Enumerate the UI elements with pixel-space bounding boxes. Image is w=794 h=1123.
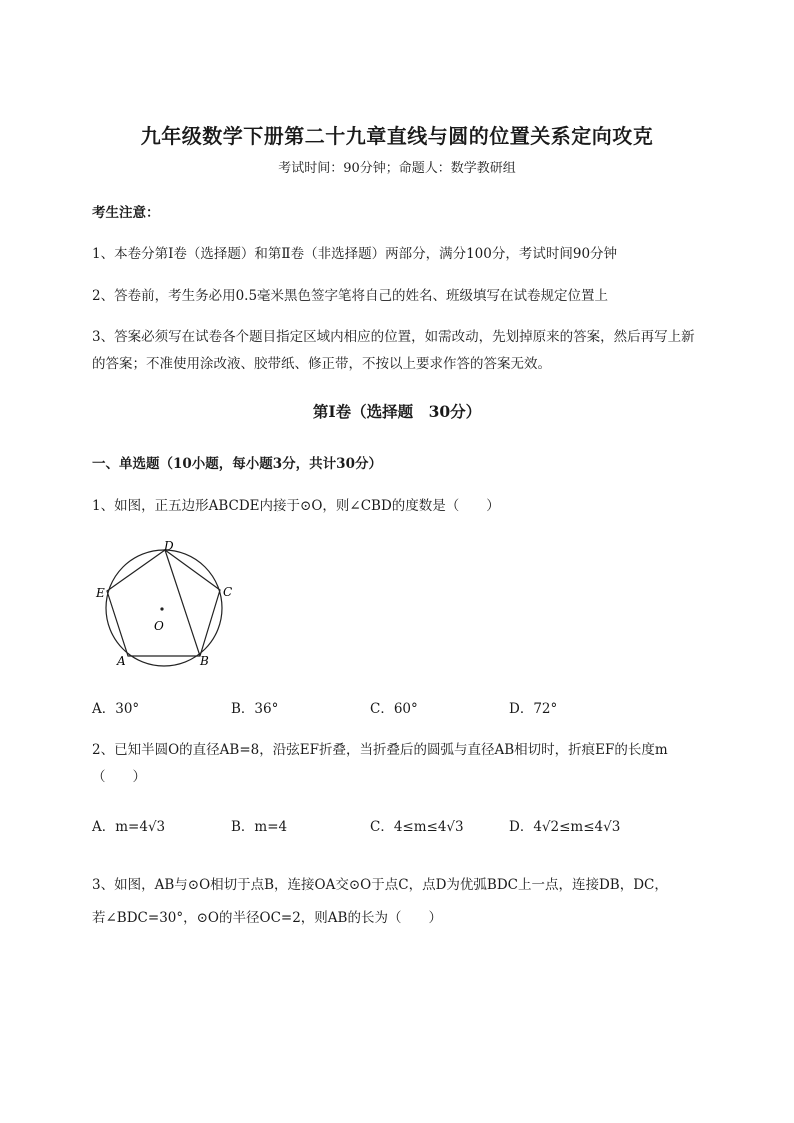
notice-item-3: 3、答案必须写在试卷各个题目指定区域内相应的位置，如需改动，先划掉原来的答案，然后再写上新 (92, 329, 695, 345)
label-o: O (154, 619, 164, 633)
circle-o (106, 550, 222, 666)
center-point-o (160, 607, 163, 610)
label-a: A (117, 654, 126, 668)
q2-option-b: B．m=4 (231, 819, 288, 835)
q1-option-d: D．72° (509, 701, 558, 717)
section-title: 第I卷（选择题 30分） (312, 402, 482, 421)
segment-bd (165, 550, 200, 656)
question-2-stem: 2、已知半圆O的直径AB=8，沿弦EF折叠，当折叠后的圆弧与直径AB相切时，折痕EF的长度m (92, 742, 668, 758)
question-2-stem-cont: （ ） (92, 769, 146, 785)
notice-item-3-cont: 的答案；不准使用涂改液、胶带纸、修正带，不按以上要求作答的答案无效。 (92, 356, 551, 372)
notice-item-1: 1、本卷分第I卷（选择题）和第Ⅱ卷（非选择题）两部分，满分100分，考试时间90分钟 (92, 246, 618, 262)
label-b: B (200, 654, 209, 668)
part-title: 一、单选题（10小题，每小题3分，共计30分） (92, 456, 382, 472)
page-title: 九年级数学下册第二十九章直线与圆的位置关系定向攻克 (140, 124, 654, 148)
q1-option-b: B．36° (231, 701, 279, 717)
question-3-stem-cont: 若∠BDC=30°，⊙O的半径OC=2，则AB的长为（ ） (92, 910, 442, 926)
label-c: C (223, 585, 233, 599)
q1-option-c: C．60° (370, 701, 418, 717)
q2-option-d: D．4√2≤m≤4√3 (509, 819, 621, 835)
q1-option-a: A．30° (92, 701, 140, 717)
question-3-stem: 3、如图，AB与⊙O相切于点B，连接OA交⊙O于点C，点D为优弧BDC上一点，连接DB，DC， (92, 877, 668, 893)
notice-item-2: 2、答卷前，考生务必用0.5毫米黑色签字笔将自己的姓名、班级填写在试卷规定位置上 (92, 288, 609, 304)
label-d: D (164, 539, 174, 553)
pentagon-in-circle-figure (90, 535, 240, 675)
page-subtitle: 考试时间：90分钟；命题人：数学教研组 (278, 161, 516, 176)
label-e: E (96, 586, 105, 600)
notice-heading: 考生注意： (92, 205, 160, 221)
q2-option-c: C．4≤m≤4√3 (370, 819, 464, 835)
q2-option-a: A．m=4√3 (92, 819, 166, 835)
question-1-stem: 1、如图，正五边形ABCDE内接于⊙O，则∠CBD的度数是（ ） (92, 498, 500, 514)
